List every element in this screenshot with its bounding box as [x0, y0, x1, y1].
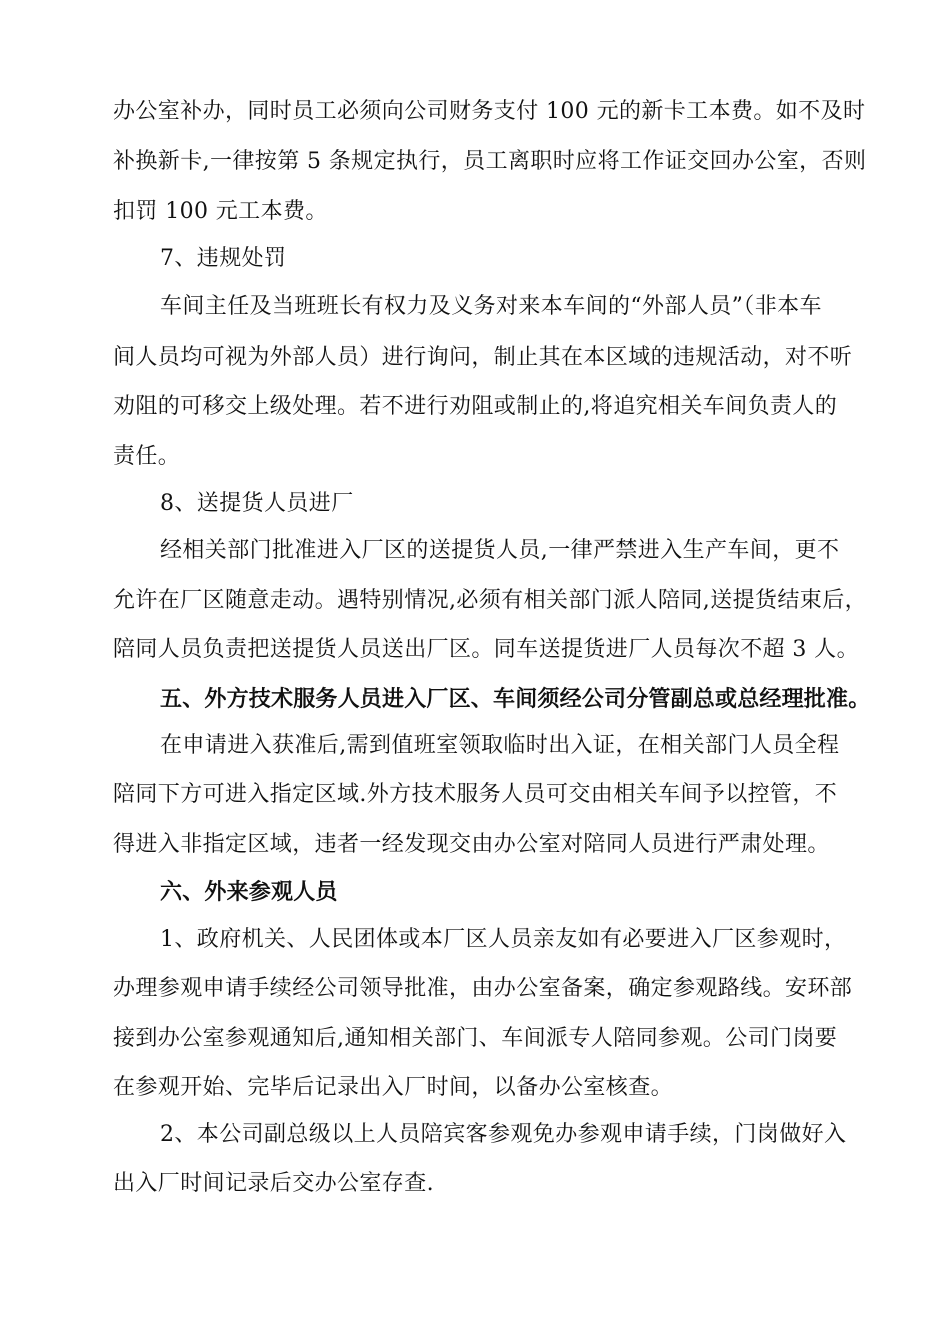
- body-text-line: 扣罚 100 元工本费。: [113, 199, 328, 224]
- section-heading-5: 五、外方技术服务人员进入厂区、车间须经公司分管副总或总经理批准。: [160, 686, 871, 712]
- body-text-line: 2、本公司副总级以上人员陪宾客参观免办参观申请手续，门岗做好入: [160, 1122, 847, 1147]
- body-text-line: 允许在厂区随意走动。遇特别情况,必须有相关部门派人陪同,送提货结束后，: [113, 588, 867, 613]
- body-text-line: 车间主任及当班班长有权力及义务对来本车间的“外部人员”（非本车: [160, 294, 822, 319]
- body-text-line: 责任。: [113, 444, 181, 469]
- body-text-line: 办公室补办，同时员工必须向公司财务支付 100 元的新卡工本费。如不及时: [113, 99, 866, 124]
- body-text-line: 1、政府机关、人民团体或本厂区人员亲友如有必要进入厂区参观时，: [160, 927, 847, 952]
- section-heading-7: 7、违规处罚: [160, 246, 287, 271]
- body-text-line: 陪同下方可进入指定区域.外方技术服务人员可交由相关车间予以控管，不: [113, 782, 838, 807]
- body-text-line: 间人员均可视为外部人员）进行询问，制止其在本区域的违规活动，对不听: [113, 345, 853, 370]
- body-text-line: 补换新卡,一律按第 5 条规定执行，员工离职时应将工作证交回办公室，否则: [113, 149, 867, 174]
- body-text-line: 办理参观申请手续经公司领导批准，由办公室备案，确定参观路线。安环部: [113, 976, 853, 1001]
- body-text-line: 陪同人员负责把送提货人员送出厂区。同车送提货进厂人员每次不超 3 人。: [113, 637, 859, 662]
- section-heading-6: 六、外来参观人员: [160, 879, 338, 905]
- body-text-line: 经相关部门批准进入厂区的送提货人员,一律严禁进入生产车间，更不: [160, 538, 840, 563]
- body-text-line: 出入厂时间记录后交办公室存查.: [113, 1171, 434, 1196]
- body-text-line: 接到办公室参观通知后,通知相关部门、车间派专人陪同参观。公司门岗要: [113, 1026, 838, 1051]
- body-text-line: 得进入非指定区域，违者一经发现交由办公室对陪同人员进行严肃处理。: [113, 832, 830, 857]
- body-text-line: 在申请进入获准后,需到值班室领取临时出入证，在相关部门人员全程: [160, 733, 840, 758]
- body-text-line: 在参观开始、完毕后记录出入厂时间，以备办公室核查。: [113, 1075, 674, 1100]
- body-text-line: 劝阻的可移交上级处理。若不进行劝阻或制止的,将追究相关车间负责人的: [113, 394, 838, 419]
- section-heading-8: 8、送提货人员进厂: [160, 491, 354, 516]
